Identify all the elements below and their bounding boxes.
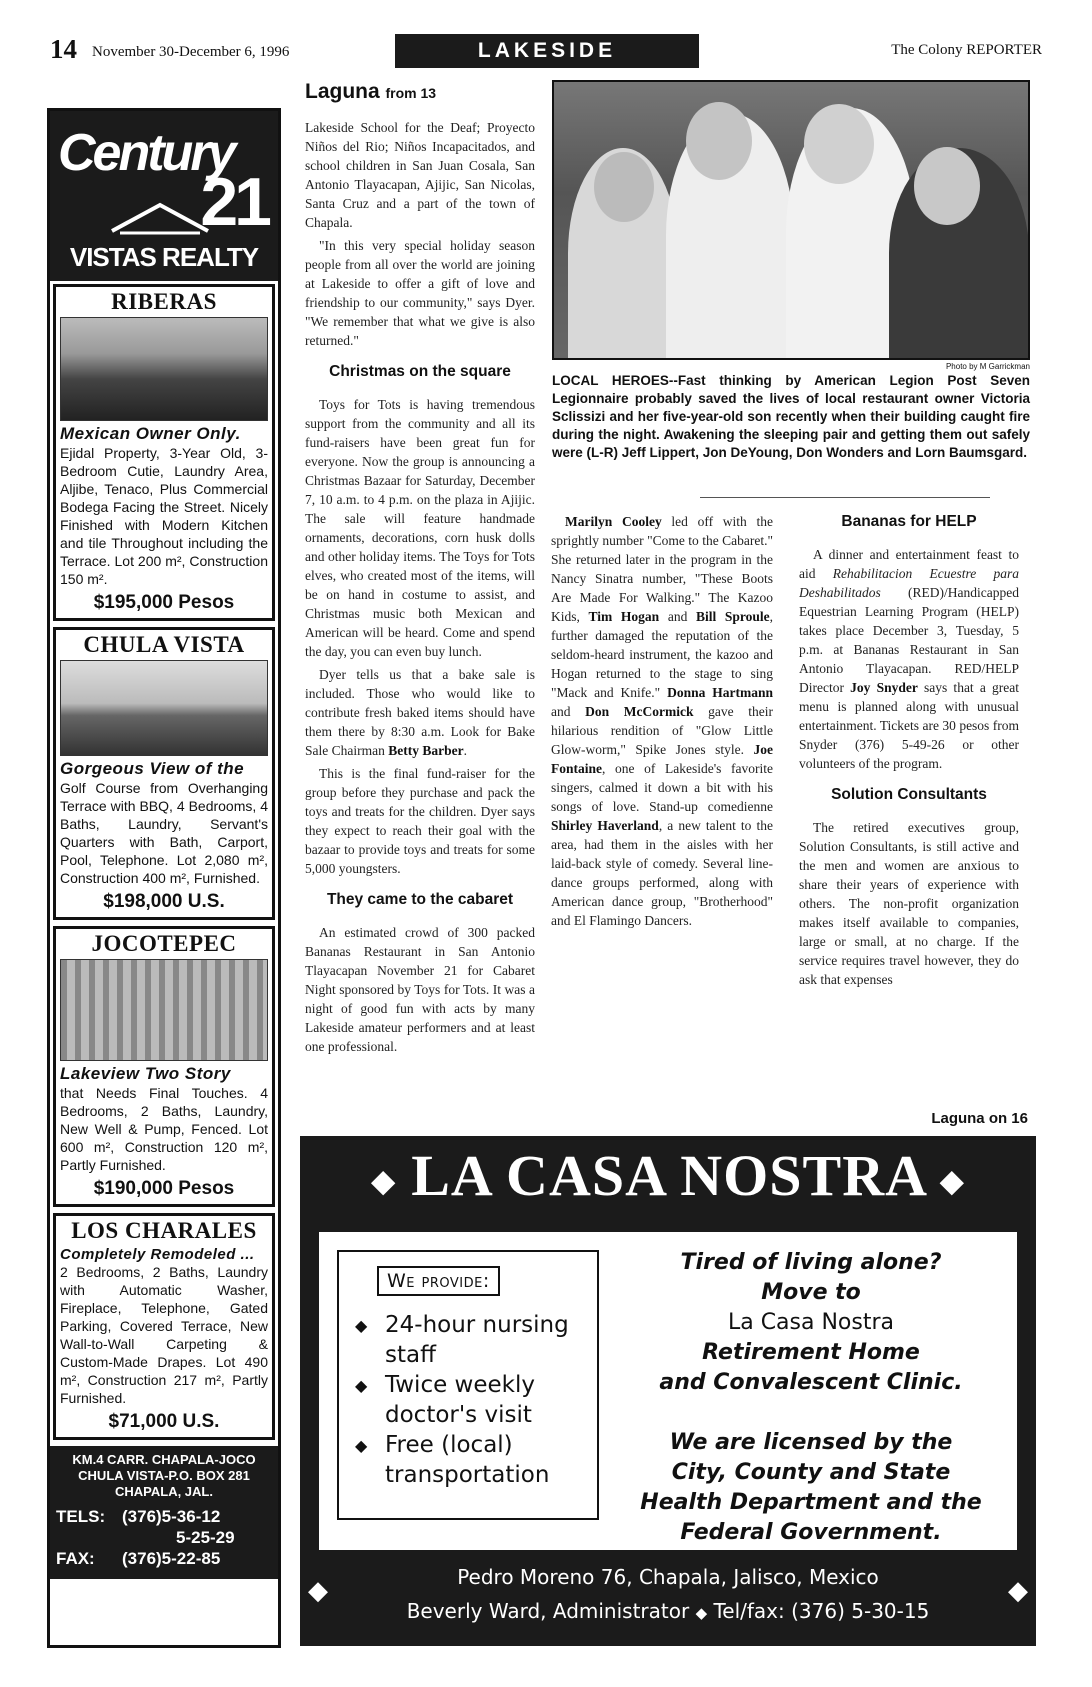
person-name: Joy Snyder bbox=[850, 680, 918, 695]
service-item bbox=[355, 1370, 597, 1430]
article-column-2 bbox=[551, 512, 773, 1124]
text: , one of Lakeside's favorite singers, calmed it down a bit with his songs of love. Stand-up comedienne bbox=[551, 761, 773, 814]
listing-riberas bbox=[53, 284, 275, 621]
paper-name: The Colony REPORTER bbox=[891, 42, 1042, 58]
listing-town: JOCOTEPEC bbox=[91, 931, 237, 956]
pitch-line: Move to bbox=[761, 1280, 861, 1305]
ad-pitch bbox=[611, 1248, 1011, 1548]
person-name: Donna Hartmann bbox=[667, 685, 773, 700]
agency-phones bbox=[56, 1506, 272, 1569]
listing-headline: Mexican Owner Only. bbox=[60, 424, 241, 443]
kicker-jump: from 13 bbox=[385, 85, 437, 101]
person-name: Joe Fontaine bbox=[551, 742, 773, 776]
diamond-bullet-icon: ◆ bbox=[355, 1376, 368, 1395]
service-item bbox=[355, 1430, 597, 1490]
listing-price: $195,000 Pesos bbox=[93, 592, 235, 613]
photo-caption: LOCAL HEROES--Fast thinking by American Legion Post Seven Legionnaire probably saved the lives of local restaurant owner Victoria Sclissizi and her five-year-old son recently when their building caught fire during the night. Awakening the sleeping pair and getting them out safely were (L-R) Jeff Lippert, Jon DeYoung, Don Wonders and Lorn Baumsgard. bbox=[552, 373, 1030, 460]
tel-2: 5-25-29 bbox=[176, 1528, 235, 1547]
address-line: CHULA VISTA-P.O. BOX 281 bbox=[78, 1468, 250, 1483]
diamond-icon: ◆ bbox=[371, 1165, 396, 1199]
service-item bbox=[355, 1310, 597, 1370]
listing-price: $198,000 U.S. bbox=[103, 891, 225, 912]
ad-phone: Tel/fax: (376) 5-30-15 bbox=[713, 1599, 930, 1623]
person-name: Tim Hogan bbox=[588, 609, 660, 624]
text: A dinner and entertainment feast to aid bbox=[799, 547, 1019, 581]
paragraph: An estimated crowd of 300 packed Bananas Restaurant in San Antonio Tlayacapan November 21 for Cabaret Night sponsored by Toys for Tots. It was a night of good fun with acts by many Lakeside amateur performers and at least one professional. bbox=[305, 925, 535, 1054]
listing-description: that Needs Final Touches. 4 Bedrooms, 2 Baths, Laundry, New Well & Pump, Fenced. Lot 600 m², Construction 120 m², Partly Furnished. bbox=[60, 1085, 268, 1173]
paragraph: Lakeside School for the Deaf; Proyecto Niños del Rio; Niños Incapacitados, and school children in San Juan Cosala, San Antonio Tlayacapan, Ajijic, San Nicolas, Santa Cruz and a part of the town of Chapala. bbox=[305, 120, 535, 230]
listing-headline: Gorgeous View of the bbox=[60, 759, 245, 778]
tel-1: (376)5-36-12 bbox=[122, 1507, 221, 1526]
century21-ad bbox=[47, 108, 281, 1648]
diamond-bullet-icon: ◆ bbox=[355, 1436, 368, 1455]
ad-body bbox=[319, 1232, 1017, 1550]
listing-description: Ejidal Property, 3-Year Old, 3-Bedroom Cutie, Laundry Area, Aljibe, Tenaco, Plus Commercial Bodega Facing the Street. Nicely Finished with Modern Kitchen and tile Throughout including the Terrace. Lot 200 m², Construction 150 m². bbox=[60, 445, 268, 587]
diamond-icon: ◆ bbox=[695, 1604, 708, 1622]
paragraph bbox=[799, 545, 1019, 773]
paragraph: This is the final fund-raiser for the group before they purchase and pack the toys and treats for the children. Dyer says they expect to reach their goal with the bazaar to provide toys and treats for some 5,000 youngsters. bbox=[305, 766, 535, 876]
listing-price: $190,000 Pesos bbox=[93, 1178, 235, 1199]
continued-jump: Laguna on 16 bbox=[931, 1110, 1028, 1127]
text: says that a great menu is planned along with unusual entertainment. Tickets are 30 pesos from Snyder (376) 5-49-26 or other volunteers of the program. bbox=[799, 680, 1019, 771]
article-column-1 bbox=[305, 118, 535, 1123]
text: . bbox=[463, 743, 467, 758]
text: gave their hilarious rendition of "Glow Little Glow-worm," Spike Jones style. bbox=[551, 704, 773, 757]
tels-label: TELS: bbox=[56, 1507, 106, 1526]
person-name: Bill Sproule bbox=[695, 609, 770, 624]
ad-address: Pedro Moreno 76, Chapala, Jalisco, Mexico bbox=[457, 1565, 879, 1589]
kicker-word: Laguna bbox=[305, 80, 380, 103]
agency-contact bbox=[50, 1446, 278, 1579]
local-heroes-photo bbox=[552, 80, 1030, 360]
listing-description: Golf Course from Overhanging Terrace with BBQ, 4 Bedrooms, 4 Baths, Laundry, Servant's Quarters with Bath, Carport, Pool, Telephone. Lot 2,080 m², Construction 400 m², Furnished. bbox=[60, 780, 268, 886]
text: (RED)/Handicapped Equestrian Learning Program (HELP) takes place December 3, Tuesday, 5 p.m. at Bananas Restaurant in San Antonio Tlayacapan. RED/HELP Director bbox=[799, 585, 1019, 695]
listing-town: RIBERAS bbox=[111, 289, 217, 314]
ad-footer bbox=[300, 1560, 1036, 1630]
text: led off with the sprightly number "Come to the Cabaret." She returned later in the program in the Nancy Sinatra number, "These Boots Are Made For Walking." The Kazoo Kids, bbox=[551, 514, 773, 624]
license-line: Federal Government. bbox=[680, 1520, 942, 1545]
pitch-line: and Convalescent Clinic. bbox=[659, 1370, 963, 1395]
listing-photo bbox=[60, 959, 268, 1061]
photo-credit: Photo by M Garrickman bbox=[945, 362, 1030, 371]
listing-headline: Completely Remodeled ... bbox=[60, 1246, 255, 1263]
agency-address bbox=[56, 1452, 272, 1500]
person-name: Marilyn Cooley bbox=[565, 514, 662, 529]
listing-photo bbox=[60, 317, 268, 421]
paragraph bbox=[305, 665, 535, 760]
listing-jocotepec bbox=[53, 926, 275, 1207]
subhead: Christmas on the square bbox=[329, 363, 511, 380]
subhead: They came to the cabaret bbox=[326, 891, 514, 908]
text: Dyer tells us that a bake sale is included. Those who would like to contribute fresh baked items should have them there by 8:30 a.m. Look for Bake Sale Chairman bbox=[305, 667, 535, 758]
license-line: City, County and State bbox=[671, 1460, 951, 1485]
pitch-line: Tired of living alone? bbox=[680, 1250, 942, 1275]
diamond-icon: ◆ bbox=[940, 1165, 965, 1199]
ad-admin-line bbox=[300, 1594, 1036, 1630]
paragraph: Toys for Tots is having tremendous support from the community and all its fund-raisers have been great fun for everyone. Now the group is announcing a Christmas Bazaar for Saturday, December 7, 10 a.m. to 4 p.m. on the plaza in Ajijic. The sale will feature handmade ornaments, decorations, corn husk dolls and other holiday items. The Toys for Tots elves, who created most of the items, will be on hand in costume to assist, and Christmas music both Mexican and American will be heard. Come and spend the day, you can even buy lunch. bbox=[305, 397, 535, 659]
article-kicker bbox=[305, 80, 436, 104]
century21-logo bbox=[50, 111, 278, 281]
listing-town: CHULA VISTA bbox=[83, 632, 245, 657]
address-line: CHAPALA, JAL. bbox=[115, 1484, 213, 1499]
listing-headline: Lakeview Two Story bbox=[60, 1064, 231, 1083]
services-list bbox=[355, 1310, 597, 1490]
address-line: KM.4 CARR. CHAPALA-JOCO bbox=[72, 1452, 256, 1467]
divider bbox=[700, 497, 990, 498]
text: and bbox=[551, 704, 571, 719]
text: and bbox=[667, 609, 688, 624]
listing-los-charales bbox=[53, 1213, 275, 1440]
article-column-3 bbox=[799, 512, 1019, 1102]
services-label: We provide: bbox=[377, 1266, 500, 1296]
logo-brand: Century bbox=[58, 124, 234, 182]
license-line: Health Department and the bbox=[640, 1490, 982, 1515]
paragraph: The retired executives group, Solution Consultants, is still active and the men and women are anxious to share their years of experience with others. The non-profit organization makes itself available to companies, large or small, at no charge. If the service requires travel however, they do ask that expenses bbox=[799, 820, 1019, 987]
la-casa-nostra-ad bbox=[300, 1136, 1036, 1646]
pitch-line: Retirement Home bbox=[702, 1340, 920, 1365]
ad-title-text: LA CASA NOSTRA bbox=[411, 1143, 925, 1208]
paragraph bbox=[551, 512, 773, 930]
page-header bbox=[50, 34, 1042, 70]
diamond-bullet-icon: ◆ bbox=[355, 1316, 368, 1335]
service-text: 24-hour nursing staff bbox=[385, 1312, 569, 1368]
license-line: We are licensed by the bbox=[669, 1430, 953, 1455]
person-name: Betty Barber bbox=[388, 743, 464, 758]
logo-number: 21 bbox=[200, 164, 268, 240]
person-name: Don McCormick bbox=[585, 704, 694, 719]
text: , further damaged the reputation of the seldom-heard instrument, the kazoo and Hogan returned to the stage to sing "Mack and Knife." bbox=[551, 609, 773, 700]
section-banner: LAKESIDE bbox=[395, 34, 699, 68]
organization-name: Rehabilitacion Ecuestre para Deshabilitados bbox=[799, 566, 1019, 600]
text: , a new talent to the area, had them in the aisles with her laid-back style of comedy. Several line-dance groups performed, along with American dance group, "Brotherhood" and El Flamingo Dancers. bbox=[551, 818, 773, 928]
office-name: VISTAS REALTY bbox=[69, 242, 259, 272]
fax-number: (376)5-22-85 bbox=[122, 1549, 221, 1568]
listing-town: LOS CHARALES bbox=[71, 1218, 257, 1243]
issue-date: November 30-December 6, 1996 bbox=[92, 44, 290, 60]
listing-description: 2 Bedrooms, 2 Baths, Laundry with Automatic Washer, Fireplace, Telephone, Gated Parking, Covered Terrace, New Wall-to-Wall Carpeting & Custom-Made Drapes. Lot 490 m², Construction 217 m², Partly Furnished. bbox=[60, 1264, 268, 1406]
listing-price: $71,000 U.S. bbox=[108, 1411, 220, 1432]
ad-title bbox=[300, 1142, 1036, 1209]
person-name: Shirley Haverland bbox=[551, 818, 659, 833]
page-number: 14 bbox=[50, 34, 77, 64]
diamond-icon: ◆ bbox=[1008, 1576, 1028, 1605]
subhead: Bananas for HELP bbox=[841, 513, 977, 530]
diamond-icon: ◆ bbox=[308, 1576, 328, 1605]
paragraph: "In this very special holiday season people from all over the world are joining at Lakeside to offer a gift of love and friendship to our community," says Dyer. "We remember that what we give is also returned." bbox=[305, 238, 535, 348]
service-text: Free (local) transportation bbox=[385, 1432, 550, 1488]
subhead: Solution Consultants bbox=[831, 786, 987, 803]
fax-label: FAX: bbox=[56, 1549, 95, 1568]
pitch-line: La Casa Nostra bbox=[727, 1310, 895, 1335]
administrator: Beverly Ward, Administrator bbox=[406, 1599, 690, 1623]
services-box bbox=[337, 1250, 599, 1520]
listing-chula-vista bbox=[53, 627, 275, 920]
listing-photo bbox=[60, 660, 268, 756]
house-roof-icon bbox=[110, 201, 210, 235]
service-text: Twice weekly doctor's visit bbox=[385, 1372, 535, 1428]
